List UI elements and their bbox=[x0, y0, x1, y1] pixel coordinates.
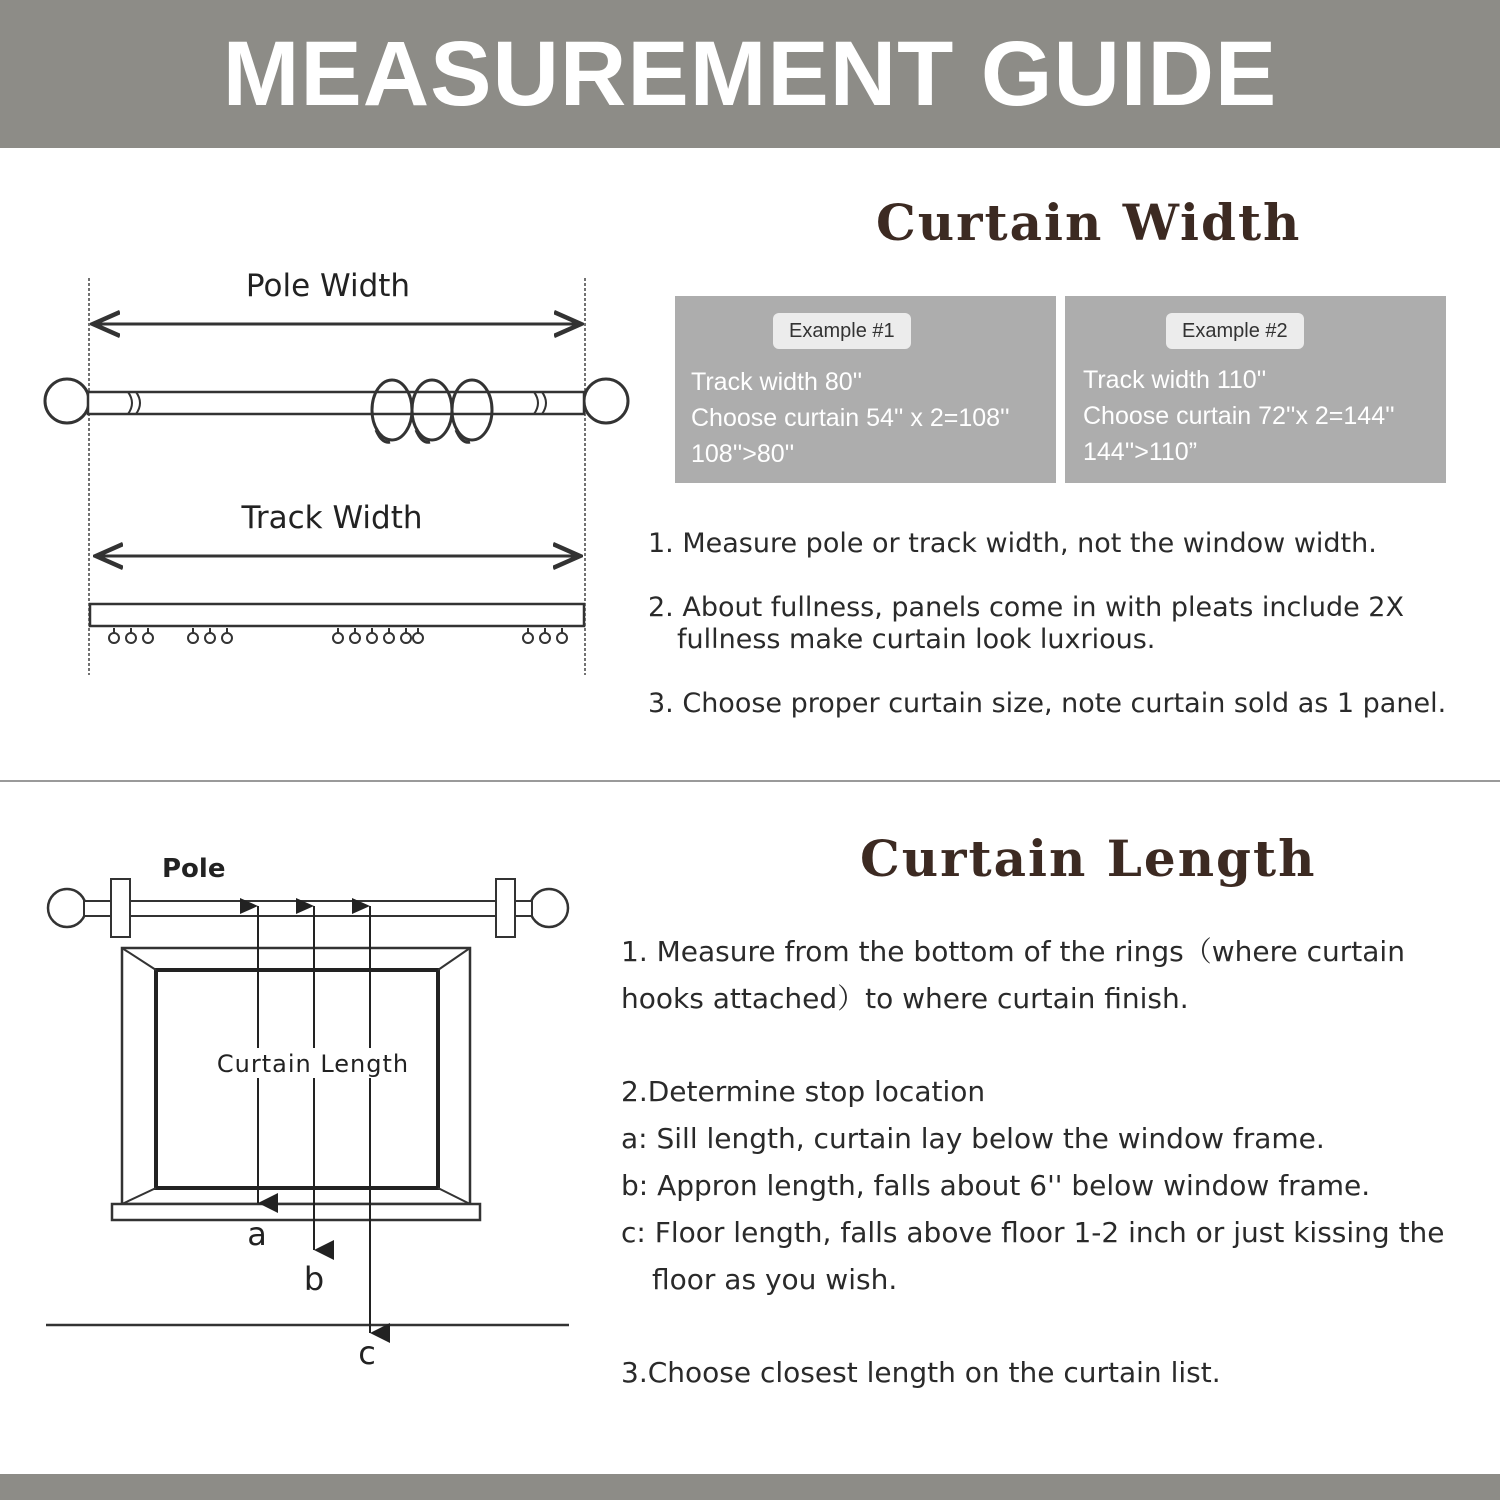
width-step: 2. About fullness, panels come in with pleats include 2X bbox=[648, 592, 1404, 623]
left-bracket bbox=[111, 879, 130, 937]
example-1-line: 108''>80'' bbox=[691, 440, 795, 468]
marker-b: b bbox=[303, 1260, 325, 1298]
example-1-line: Track width 80'' bbox=[691, 368, 863, 396]
track-bar bbox=[90, 604, 584, 626]
example-2-line: Choose curtain 72''x 2=144'' bbox=[1083, 402, 1395, 430]
example-1-label: Example #1 bbox=[773, 313, 911, 349]
example-1-lines bbox=[691, 364, 1010, 472]
curtain-length-label: Curtain Length bbox=[216, 1050, 410, 1078]
marker-a: a bbox=[247, 1215, 267, 1253]
example-2-label: Example #2 bbox=[1166, 313, 1304, 349]
section-divider bbox=[0, 780, 1500, 782]
width-step: 1. Measure pole or track width, not the window width. bbox=[648, 528, 1377, 559]
length-line: b: Appron length, falls about 6'' below window frame. bbox=[621, 1169, 1371, 1202]
curtain-length-heading: Curtain Length bbox=[860, 829, 1317, 888]
window-inner-frame bbox=[156, 970, 438, 1188]
track-width-label: Track Width bbox=[241, 500, 423, 536]
length-line: 2.Determine stop location bbox=[621, 1075, 986, 1108]
track-hooks bbox=[109, 628, 567, 643]
example-2-lines bbox=[1083, 362, 1395, 470]
length-line: hooks attached）to where curtain finish. bbox=[621, 982, 1189, 1015]
left-finial bbox=[48, 889, 86, 927]
width-step: 3. Choose proper curtain size, note curtain sold as 1 panel. bbox=[648, 688, 1447, 719]
pole-width-label: Pole Width bbox=[245, 268, 411, 304]
pole-bar bbox=[84, 901, 532, 916]
pole-label: Pole bbox=[162, 854, 226, 884]
page-title: MEASUREMENT GUIDE bbox=[222, 22, 1278, 125]
width-step: fullness make curtain look luxrious. bbox=[677, 624, 1156, 655]
length-line: a: Sill length, curtain lay below the window frame. bbox=[621, 1122, 1325, 1155]
pole-bar bbox=[88, 392, 584, 414]
marker-c: c bbox=[358, 1334, 376, 1372]
example-2-line: Track width 110'' bbox=[1083, 366, 1267, 394]
right-bracket bbox=[496, 879, 515, 937]
right-finial bbox=[530, 889, 568, 927]
length-line: 3.Choose closest length on the curtain list. bbox=[621, 1356, 1221, 1389]
width-diagram bbox=[0, 0, 640, 700]
curtain-width-heading: Curtain Width bbox=[876, 193, 1302, 252]
length-line: floor as you wish. bbox=[652, 1263, 898, 1296]
length-line: 1. Measure from the bottom of the rings（where curtain bbox=[621, 935, 1405, 968]
example-1-line: Choose curtain 54'' x 2=108'' bbox=[691, 404, 1010, 432]
left-finial bbox=[45, 379, 89, 423]
example-1-box bbox=[675, 296, 1056, 483]
window-sill bbox=[112, 1204, 480, 1220]
example-2-box bbox=[1065, 296, 1446, 483]
example-2-line: 144''>110” bbox=[1083, 438, 1198, 466]
length-diagram bbox=[0, 800, 600, 1420]
right-finial bbox=[584, 379, 628, 423]
length-line: c: Floor length, falls above floor 1-2 inch or just kissing the bbox=[621, 1216, 1445, 1249]
footer-band bbox=[0, 1474, 1500, 1500]
